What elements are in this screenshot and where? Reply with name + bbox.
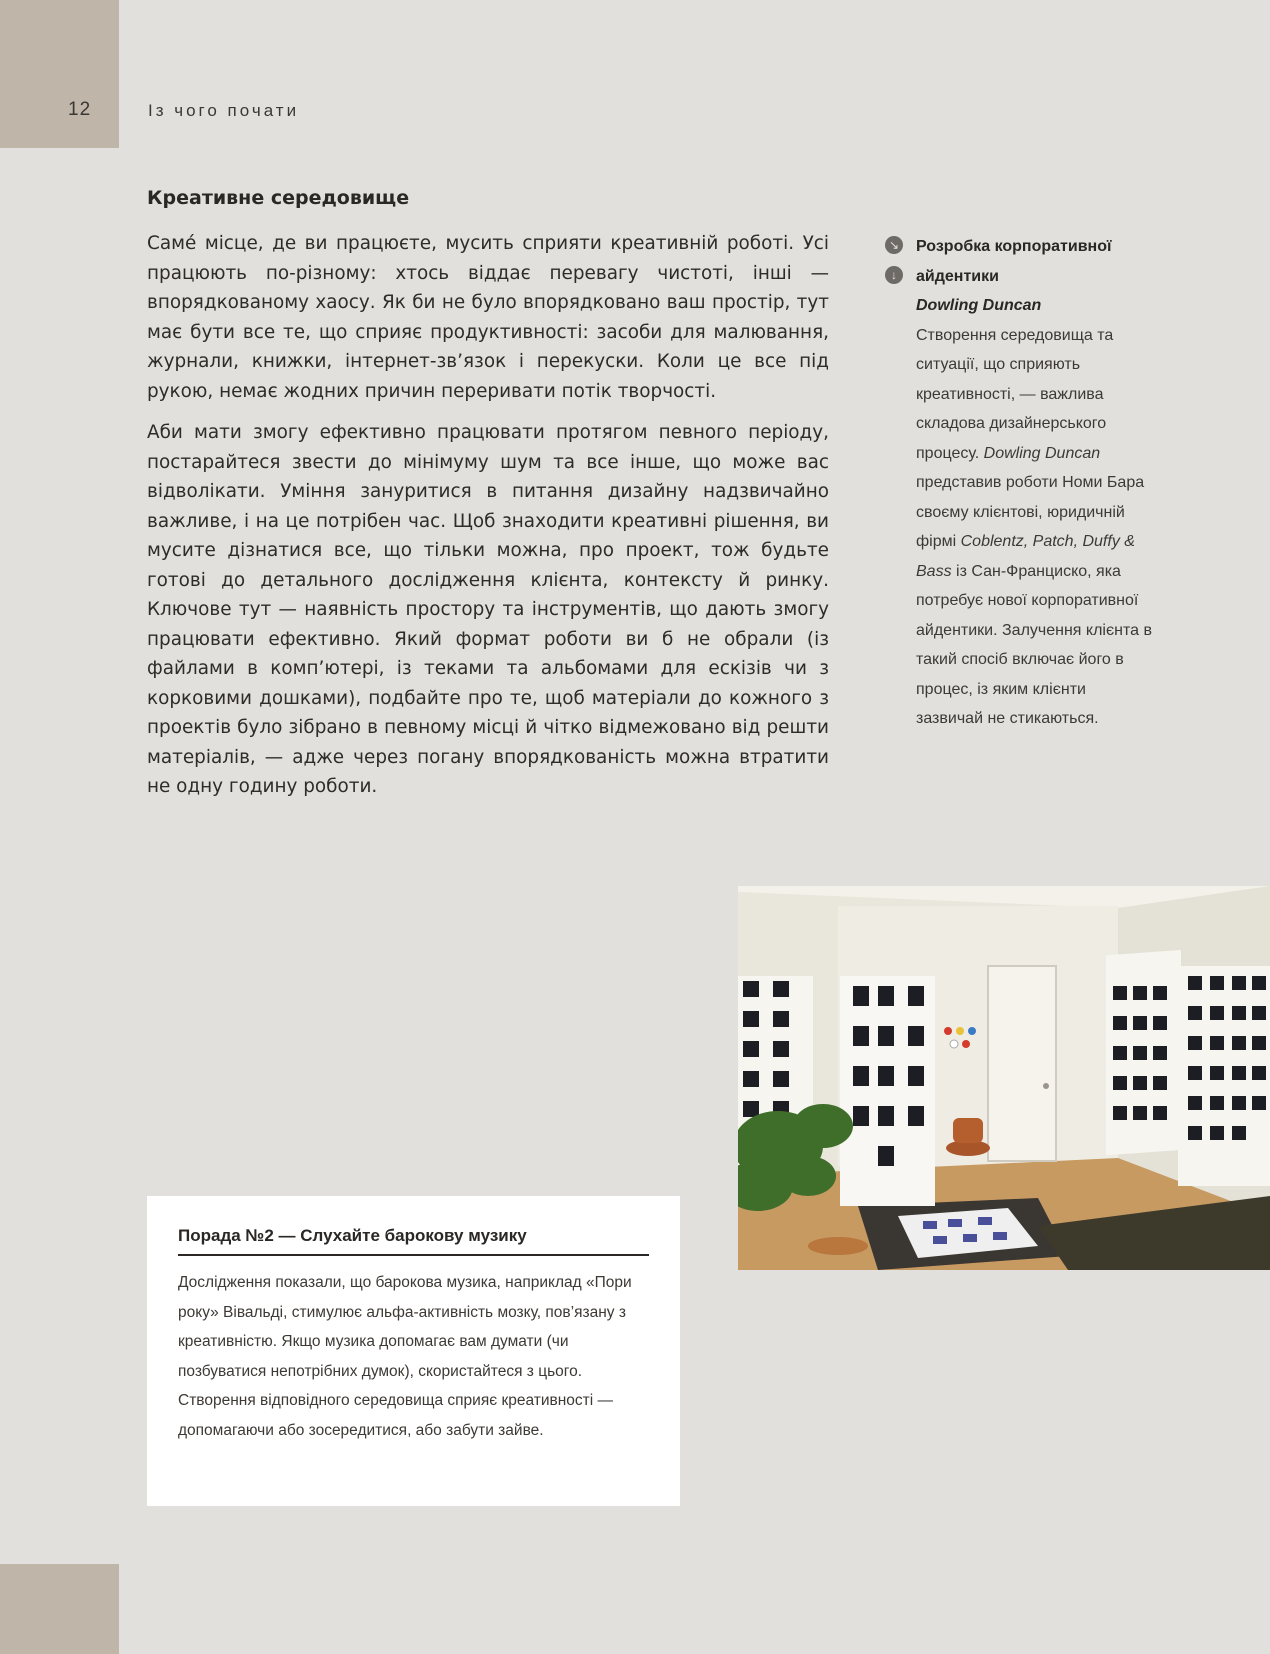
tip-text: Дослідження показали, що барокова музика, наприклад «Пори року» Вівальді, стимулює альфа-активність мозку, пов’язану з креативністю. Якщо музика допомагає вам думати (чи позбуватися непотрібних думок), скористайтеся з цього. Створення відповідного середовища сприяє креативності — допомагаючи або зосередитися, або забути зайве. bbox=[178, 1274, 632, 1439]
arrow-down-right-icon: ↘ bbox=[885, 236, 903, 254]
caption-text-1: Створення середовища та ситуації, що сприяють креативності, — важлива складова дизайнерського процесу. bbox=[916, 326, 1114, 462]
caption-text-3: представив роботи Номи Бара своєму клієнтові, юридичній фірмі bbox=[916, 474, 1145, 550]
page-tab-top bbox=[0, 0, 119, 148]
caption-title: Розробка корпоративної айдентики bbox=[916, 238, 1112, 285]
running-head: Із чого почати bbox=[148, 101, 300, 120]
body-paragraph-2: Аби мати змогу ефективно працювати протягом певного періоду, постарайтеся звести до мінімуму шум та все інше, що може вас відволікати. Уміння зануритися в питання дизайну надзвичайно важливе, і на це потрібен час. Щоб знаходити креативні рішення, ви мусите дізнатися все, що тільки можна, про проект, тож будьте готові до детального дослідження клієнта, контексту й ринку. Ключове тут — наявність простору та інструментів, що дають змогу працювати ефективно. Який формат роботи ви б не обрали (із файлами в комп’ютері, із теками та альбомами для ескізів чи з корковими дошками), подбайте про те, щоб матеріали до кожного з проектів було зібрано в певному місці й чітко відмежовано від решти матеріалів, — адже через погану впорядкованість можна втратити не одну годину роботи. bbox=[147, 422, 829, 797]
caption-text-4: Coblentz, Patch, Duffy & Bass bbox=[916, 533, 1135, 580]
tip-title: Порада №2 — Слухайте барокову музику bbox=[178, 1226, 649, 1256]
caption-pointer-icons bbox=[885, 236, 905, 295]
page-tab-bottom bbox=[0, 1564, 119, 1654]
body-paragraph-1: Самé місце, де ви працюєте, мусить сприяти креативній роботі. Усі працюють по-різному: хтось віддає перевагу чистоті, інші — впорядкованому хаосу. Як би не було впорядковано ваш простір, тут має бути все те, що сприяє продуктивності: засоби для малювання, журнали, книжки, інтернет-зв’язок і перекуски. Коли це все під рукою, немає жодних причин переривати потік творчості. bbox=[147, 233, 829, 402]
arrow-down-icon: ↓ bbox=[885, 266, 903, 284]
photo-caption-sidebar bbox=[890, 232, 1150, 734]
section-heading: Креативне середовище bbox=[147, 187, 410, 209]
body-text bbox=[147, 229, 829, 814]
caption-text bbox=[916, 321, 1156, 734]
caption-author: Dowling Duncan bbox=[916, 297, 1042, 314]
caption-text-5: із Сан-Франциско, яка потребує нової корпоративної айдентики. Залучення клієнта в такий спосіб включає його в процес, із яким клієнти зазвичай не стикаються. bbox=[916, 562, 1152, 727]
page-number: 12 bbox=[68, 99, 92, 120]
office-photo bbox=[738, 886, 1270, 1270]
caption-text-2: Dowling Duncan bbox=[983, 444, 1101, 462]
tip-box bbox=[147, 1196, 680, 1506]
